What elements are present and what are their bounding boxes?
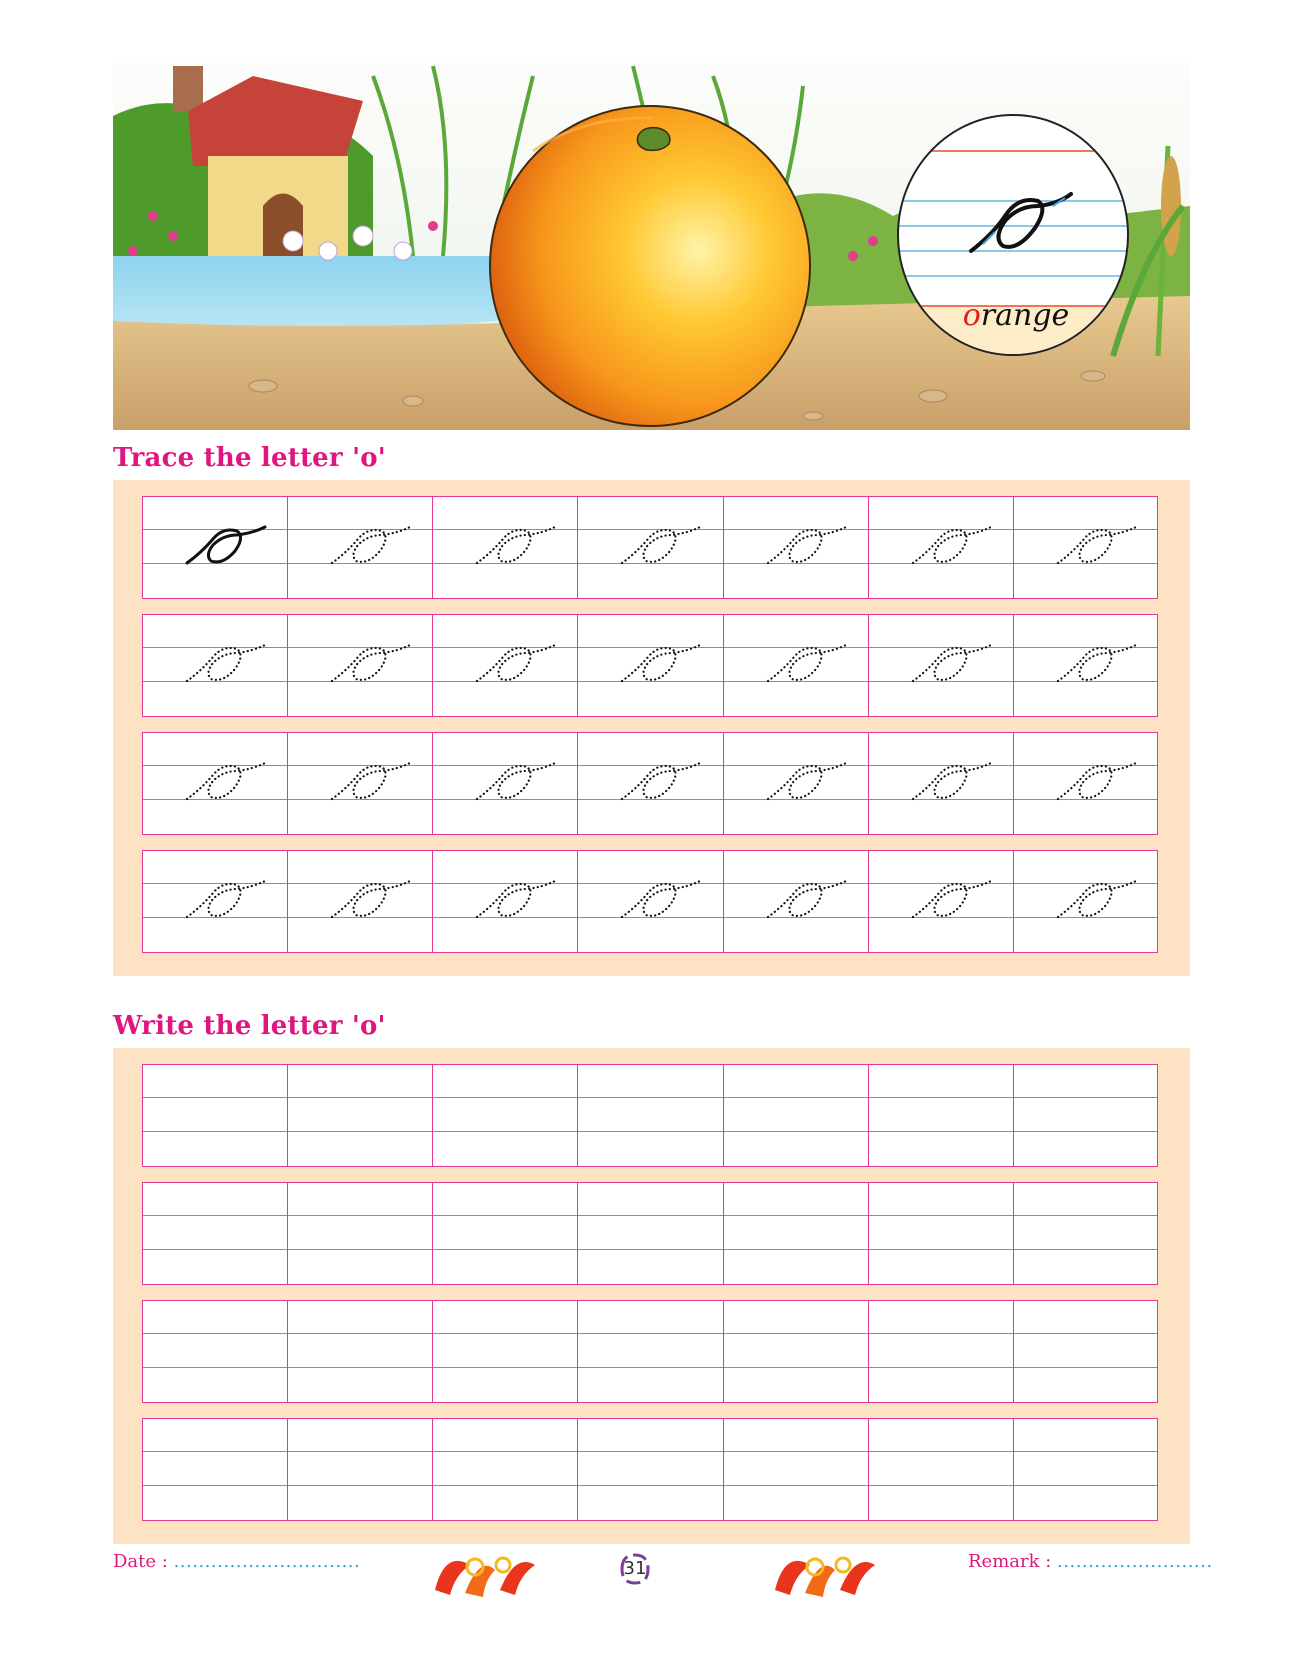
write-cell[interactable] [724, 1183, 869, 1283]
dotted-letter-o [469, 759, 569, 809]
dotted-letter-o [469, 877, 569, 927]
write-cell[interactable] [869, 1183, 1014, 1283]
trace-cell[interactable] [143, 851, 288, 951]
dotted-letter-o [1050, 523, 1150, 573]
solid-letter-o [179, 523, 279, 573]
trace-cell[interactable] [288, 615, 433, 715]
write-cell[interactable] [869, 1419, 1014, 1519]
dotted-letter-o [614, 759, 714, 809]
dotted-letter-o [905, 877, 1005, 927]
trace-cell[interactable] [578, 497, 723, 597]
trace-cell[interactable] [1014, 733, 1159, 833]
write-cell[interactable] [578, 1183, 723, 1283]
date-field[interactable] [113, 1551, 360, 1572]
dotted-letter-o [469, 641, 569, 691]
trace-cell[interactable] [433, 851, 578, 951]
dotted-letter-o [324, 877, 424, 927]
write-cell[interactable] [143, 1065, 288, 1165]
trace-cell[interactable] [1014, 615, 1159, 715]
write-cell[interactable] [288, 1065, 433, 1165]
word-rest: range [980, 298, 1070, 333]
write-cell[interactable] [1014, 1065, 1159, 1165]
trace-cell[interactable] [433, 615, 578, 715]
trace-cell[interactable] [288, 733, 433, 833]
orange-illustration [113, 56, 1190, 430]
remark-label: Remark : [968, 1551, 1052, 1572]
dotted-letter-o [760, 759, 860, 809]
dotted-letter-o [905, 641, 1005, 691]
dotted-letter-o [324, 523, 424, 573]
dotted-letter-o [614, 523, 714, 573]
write-cell[interactable] [433, 1183, 578, 1283]
trace-cell[interactable] [433, 733, 578, 833]
write-cell[interactable] [143, 1419, 288, 1519]
floral-ornament-left-icon [425, 1545, 545, 1603]
trace-cell[interactable] [869, 615, 1014, 715]
write-cell[interactable] [433, 1301, 578, 1401]
handwriting-row [142, 496, 1158, 599]
trace-cell[interactable] [288, 851, 433, 951]
trace-cell[interactable] [578, 851, 723, 951]
dotted-letter-o [1050, 877, 1150, 927]
write-cell[interactable] [869, 1301, 1014, 1401]
trace-cell[interactable] [1014, 851, 1159, 951]
trace-cell[interactable] [1014, 497, 1159, 597]
handwriting-row [142, 1182, 1158, 1285]
write-panel [113, 1048, 1190, 1544]
write-cell[interactable] [578, 1419, 723, 1519]
dotted-letter-o [179, 877, 279, 927]
trace-cell[interactable] [578, 733, 723, 833]
trace-cell[interactable] [143, 615, 288, 715]
write-cell[interactable] [143, 1183, 288, 1283]
dotted-letter-o [1050, 641, 1150, 691]
trace-cell[interactable] [869, 733, 1014, 833]
dotted-letter-o [324, 759, 424, 809]
trace-cell[interactable] [143, 733, 288, 833]
write-cell[interactable] [433, 1065, 578, 1165]
write-cell[interactable] [288, 1419, 433, 1519]
trace-cell[interactable] [869, 851, 1014, 951]
trace-cell[interactable] [724, 733, 869, 833]
dotted-letter-o [614, 877, 714, 927]
trace-panel [113, 480, 1190, 976]
handwriting-row [142, 1418, 1158, 1521]
remark-dots: ......................... [1057, 1551, 1213, 1572]
trace-cell[interactable] [724, 497, 869, 597]
trace-cell[interactable] [578, 615, 723, 715]
dotted-letter-o [179, 759, 279, 809]
trace-cell[interactable] [724, 851, 869, 951]
page-number: 31 [616, 1550, 654, 1588]
write-cell[interactable] [433, 1419, 578, 1519]
trace-cell[interactable] [143, 497, 288, 597]
write-cell[interactable] [578, 1065, 723, 1165]
dotted-letter-o [905, 523, 1005, 573]
handwriting-row [142, 1300, 1158, 1403]
write-cell[interactable] [1014, 1419, 1159, 1519]
write-cell[interactable] [143, 1301, 288, 1401]
trace-cell[interactable] [288, 497, 433, 597]
dotted-letter-o [614, 641, 714, 691]
dotted-letter-o [760, 877, 860, 927]
write-cell[interactable] [1014, 1301, 1159, 1401]
word-first-letter: o [962, 298, 981, 333]
trace-heading: Trace the letter 'o' [113, 443, 386, 473]
trace-cell[interactable] [724, 615, 869, 715]
handwriting-row [142, 614, 1158, 717]
write-cell[interactable] [724, 1301, 869, 1401]
write-cell[interactable] [1014, 1183, 1159, 1283]
dotted-letter-o [324, 641, 424, 691]
handwriting-row [142, 732, 1158, 835]
remark-field[interactable] [968, 1551, 1213, 1572]
handwriting-row [142, 1064, 1158, 1167]
write-cell[interactable] [869, 1065, 1014, 1165]
dotted-letter-o [1050, 759, 1150, 809]
trace-cell[interactable] [869, 497, 1014, 597]
write-cell[interactable] [288, 1301, 433, 1401]
dotted-letter-o [179, 641, 279, 691]
floral-ornament-right-icon [765, 1545, 885, 1603]
write-heading: Write the letter 'o' [113, 1011, 386, 1041]
write-cell[interactable] [578, 1301, 723, 1401]
trace-cell[interactable] [433, 497, 578, 597]
dotted-letter-o [760, 641, 860, 691]
date-dots: .............................. [173, 1551, 361, 1572]
dotted-letter-o [469, 523, 569, 573]
dotted-letter-o [760, 523, 860, 573]
write-cell[interactable] [724, 1419, 869, 1519]
dotted-letter-o [905, 759, 1005, 809]
date-label: Date : [113, 1551, 168, 1572]
handwriting-row [142, 850, 1158, 953]
oval-word [946, 298, 1086, 333]
write-cell[interactable] [724, 1065, 869, 1165]
write-cell[interactable] [288, 1183, 433, 1283]
